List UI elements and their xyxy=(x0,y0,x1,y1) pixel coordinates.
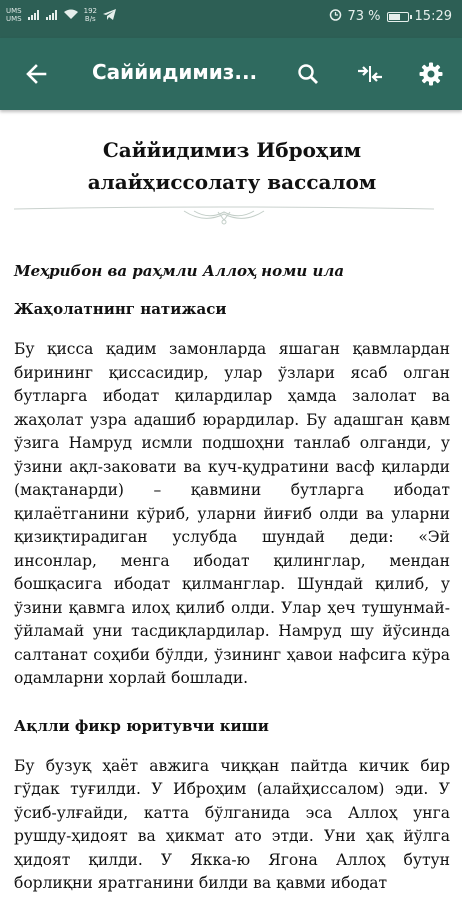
article-content xyxy=(14,110,450,896)
gear-icon xyxy=(419,62,443,86)
section-paragraph-1: Бу қисса қадим замонларда яшаган қавмлардан бирининг қиссасидир, улар ўзлари ясаб олган бутларга ибодат қилардилар ҳамда залолат ва жаҳолат узра адашиб юрардилар. Бу адашган қавм ўзига Намруд исмли подшоҳни танлаб олганди, у ўзини ақл-заковати ва куч-қудратини васф қиларди (мақтанарди) – қавмини бутларга ибодат қилаётганини кўриб, уларни йиғиб олди ва уларни қизиқтирадиган услубда шундай деди: «Эй инсонлар, менга ибодат қилинглар, мендан бошқасига ибодат қилманглар. Шундай қилиб, у ўзини қавмга илоҳ қилиб олди. Улар ҳеч тушунмай-ўйламай уни тасдиқлардилар. Намруд шу йўсинда салтанат соҳиби бўлди, ўзининг ҳавои нафсига кўра одамларни хорлай бошлади. xyxy=(14,340,450,687)
back-arrow-icon xyxy=(25,63,47,85)
page-title: Саййидимиз... xyxy=(92,60,258,84)
clock: 15:29 xyxy=(414,9,452,24)
battery-fill xyxy=(389,14,401,20)
signal-icon-2 xyxy=(46,5,58,24)
app-bar xyxy=(0,38,462,110)
article-title: Саййидимиз Иброҳим алайҳиссолату вассалом xyxy=(87,138,377,194)
telegram-icon xyxy=(103,5,116,24)
carrier-1: UMS xyxy=(6,6,22,15)
carrier-2: UMS xyxy=(6,14,22,23)
compress-button[interactable] xyxy=(352,56,388,92)
wifi-icon xyxy=(64,5,78,24)
settings-button[interactable] xyxy=(413,56,449,92)
signal-icon xyxy=(28,5,40,24)
search-button[interactable] xyxy=(290,56,326,92)
alarm-icon xyxy=(329,8,342,25)
speed-value: 192 xyxy=(83,6,97,15)
status-left xyxy=(6,5,116,24)
ornament-divider-icon xyxy=(14,206,434,228)
back-button[interactable] xyxy=(18,56,54,92)
speed-unit: B/s xyxy=(84,14,96,23)
section-heading-2: Ақлли фикр юритувчи киши xyxy=(14,716,269,735)
battery-percent: 73 % xyxy=(347,9,381,24)
status-bar xyxy=(0,0,462,38)
search-icon xyxy=(297,63,319,85)
battery-icon xyxy=(387,12,409,22)
section-paragraph-2: Бу бузуқ ҳаёт авжига чиққан пайтда кичик бир гўдак туғилди. У Иброҳим (алайҳиссалом) эди. У ўсиб-улғайди, катта бўлганида эса Аллоҳ унга рушду-ҳидоят ва ҳикмат ато этди. Уни ҳақ йўлга ҳидоят қилди. У Якка-ю Ягона Аллоҳ бутун борлиқни яратганини билди ва қавми ибодат xyxy=(14,756,450,892)
compress-arrows-icon xyxy=(357,63,383,85)
article-subtitle: Меҳрибон ва раҳмли Аллоҳ номи ила xyxy=(14,262,345,280)
status-right xyxy=(329,8,453,25)
section-heading-1: Жаҳолатнинг натижаси xyxy=(14,300,227,318)
network-speed xyxy=(84,7,97,23)
carrier-labels xyxy=(6,7,22,23)
